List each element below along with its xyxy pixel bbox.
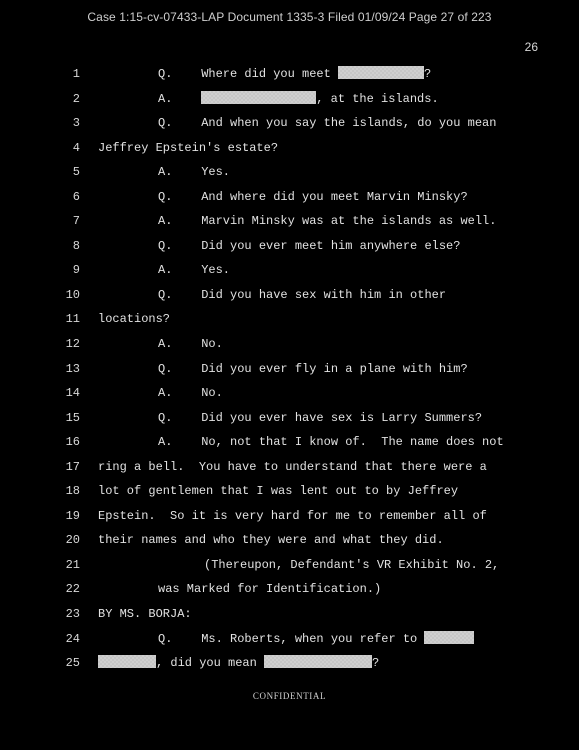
text-segment: , at the islands.: [316, 91, 439, 106]
transcript-line: [0, 430, 579, 455]
line-text: [158, 357, 468, 382]
line-text: [204, 553, 499, 578]
transcript-body: [0, 62, 579, 676]
transcript-line: [0, 111, 579, 136]
text-segment: A. No.: [158, 386, 223, 401]
transcript-line: [0, 479, 579, 504]
line-number: 17: [65, 459, 80, 474]
transcript-line: [0, 381, 579, 406]
transcript-line: [0, 160, 579, 185]
transcript-line: [0, 627, 579, 652]
line-number: 13: [65, 361, 80, 376]
line-text: [158, 332, 223, 357]
line-text: [158, 283, 446, 308]
line-text: [158, 87, 439, 112]
line-number: 21: [65, 557, 80, 572]
transcript-line: [0, 577, 579, 602]
line-number: 14: [65, 386, 80, 401]
text-segment: Q. Did you ever have sex is Larry Summers?: [158, 410, 483, 425]
line-number: 19: [65, 508, 80, 523]
transcript-line: [0, 185, 579, 210]
line-text: [158, 111, 496, 136]
line-text: [98, 479, 458, 504]
line-number: 24: [65, 631, 80, 646]
text-segment: Q. Ms. Roberts, when you refer to: [158, 631, 425, 646]
line-text: [98, 455, 487, 480]
line-text: [98, 528, 444, 553]
line-text: [158, 627, 474, 652]
text-segment: locations?: [98, 312, 171, 327]
transcript-line: [0, 283, 579, 308]
confidential-footer: CONFIDENTIAL: [252, 691, 327, 701]
transcript-line: [0, 136, 579, 161]
transcript-line: [0, 553, 579, 578]
text-segment: Q. Did you have sex with him in other: [158, 287, 447, 302]
transcript-line: [0, 258, 579, 283]
transcript-line: [0, 62, 579, 87]
page-number: 26: [524, 40, 538, 54]
transcript-line: [0, 234, 579, 259]
line-text: [158, 381, 223, 406]
text-segment: Q. And when you say the islands, do you mean: [158, 116, 497, 131]
text-segment: , did you mean: [156, 656, 265, 671]
text-segment: ?: [424, 67, 432, 81]
line-number: 6: [72, 189, 80, 204]
line-number: 10: [65, 287, 80, 302]
transcript-line: [0, 651, 579, 676]
line-number: 8: [72, 238, 80, 253]
line-number: 16: [65, 435, 80, 450]
text-segment: (Thereupon, Defendant's VR Exhibit No. 2,: [204, 557, 500, 572]
line-text: [158, 209, 496, 234]
redaction-block: [424, 631, 474, 644]
text-segment: Q. Did you ever meet him anywhere else?: [158, 238, 461, 253]
line-number: 3: [72, 116, 80, 131]
text-segment: Q. Where did you meet: [158, 67, 339, 81]
line-number: 7: [72, 214, 80, 229]
line-text: [158, 234, 460, 259]
line-text: [98, 136, 278, 161]
line-number: 20: [65, 533, 80, 548]
text-segment: A. Marvin Minsky was at the islands as well.: [158, 214, 497, 229]
line-text: [98, 504, 487, 529]
line-number: 1: [72, 67, 80, 81]
transcript-line: [0, 87, 579, 112]
line-text: [158, 577, 381, 602]
transcript-line: [0, 504, 579, 529]
line-text: [158, 62, 431, 87]
line-text: [158, 406, 482, 431]
transcript-line: [0, 357, 579, 382]
line-text: [158, 430, 504, 455]
redaction-block: [264, 655, 372, 668]
line-text: [158, 185, 468, 210]
text-segment: Q. And where did you meet Marvin Minsky?: [158, 189, 468, 204]
text-segment: A. Yes.: [158, 263, 231, 278]
transcript-line: [0, 455, 579, 480]
transcript-line: [0, 307, 579, 332]
line-text: [98, 602, 192, 627]
text-segment: Jeffrey Epstein's estate?: [98, 140, 279, 155]
text-segment: lot of gentlemen that I was lent out to by Jeffrey: [98, 484, 459, 499]
text-segment: was Marked for Identification.): [158, 582, 382, 597]
redaction-block: [98, 655, 156, 668]
line-number: 15: [65, 410, 80, 425]
case-header: Case 1:15-cv-07433-LAP Document 1335-3 Filed 01/09/24 Page 27 of 223: [87, 10, 492, 24]
text-segment: A. No, not that I know of. The name does not: [158, 435, 504, 450]
redaction-block: [338, 66, 424, 79]
line-number: 5: [72, 165, 80, 180]
text-segment: Epstein. So it is very hard for me to remember all of: [98, 508, 487, 523]
line-number: 4: [72, 140, 80, 155]
text-segment: their names and who they were and what they did.: [98, 533, 444, 548]
line-text: [158, 258, 230, 283]
transcript-line: [0, 602, 579, 627]
line-number: 18: [65, 484, 80, 499]
text-segment: Q. Did you ever fly in a plane with him?: [158, 361, 468, 376]
transcript-line: [0, 209, 579, 234]
line-number: 23: [65, 607, 80, 622]
transcript-line: [0, 332, 579, 357]
line-number: 25: [65, 656, 80, 671]
line-number: 12: [65, 337, 80, 352]
transcript-line: [0, 528, 579, 553]
text-segment: ?: [372, 656, 380, 671]
line-number: 9: [72, 263, 80, 278]
text-segment: ring a bell. You have to understand that there were a: [98, 459, 487, 474]
transcript-line: [0, 406, 579, 431]
line-number: 2: [72, 91, 80, 106]
text-segment: A.: [158, 91, 202, 106]
text-segment: BY MS. BORJA:: [98, 607, 192, 622]
text-segment: A. No.: [158, 337, 223, 352]
line-number: 11: [65, 312, 80, 327]
line-text: [98, 651, 379, 676]
line-text: [158, 160, 230, 185]
line-number: 22: [65, 582, 80, 597]
text-segment: A. Yes.: [158, 165, 231, 180]
redaction-block: [201, 91, 316, 104]
line-text: [98, 307, 170, 332]
